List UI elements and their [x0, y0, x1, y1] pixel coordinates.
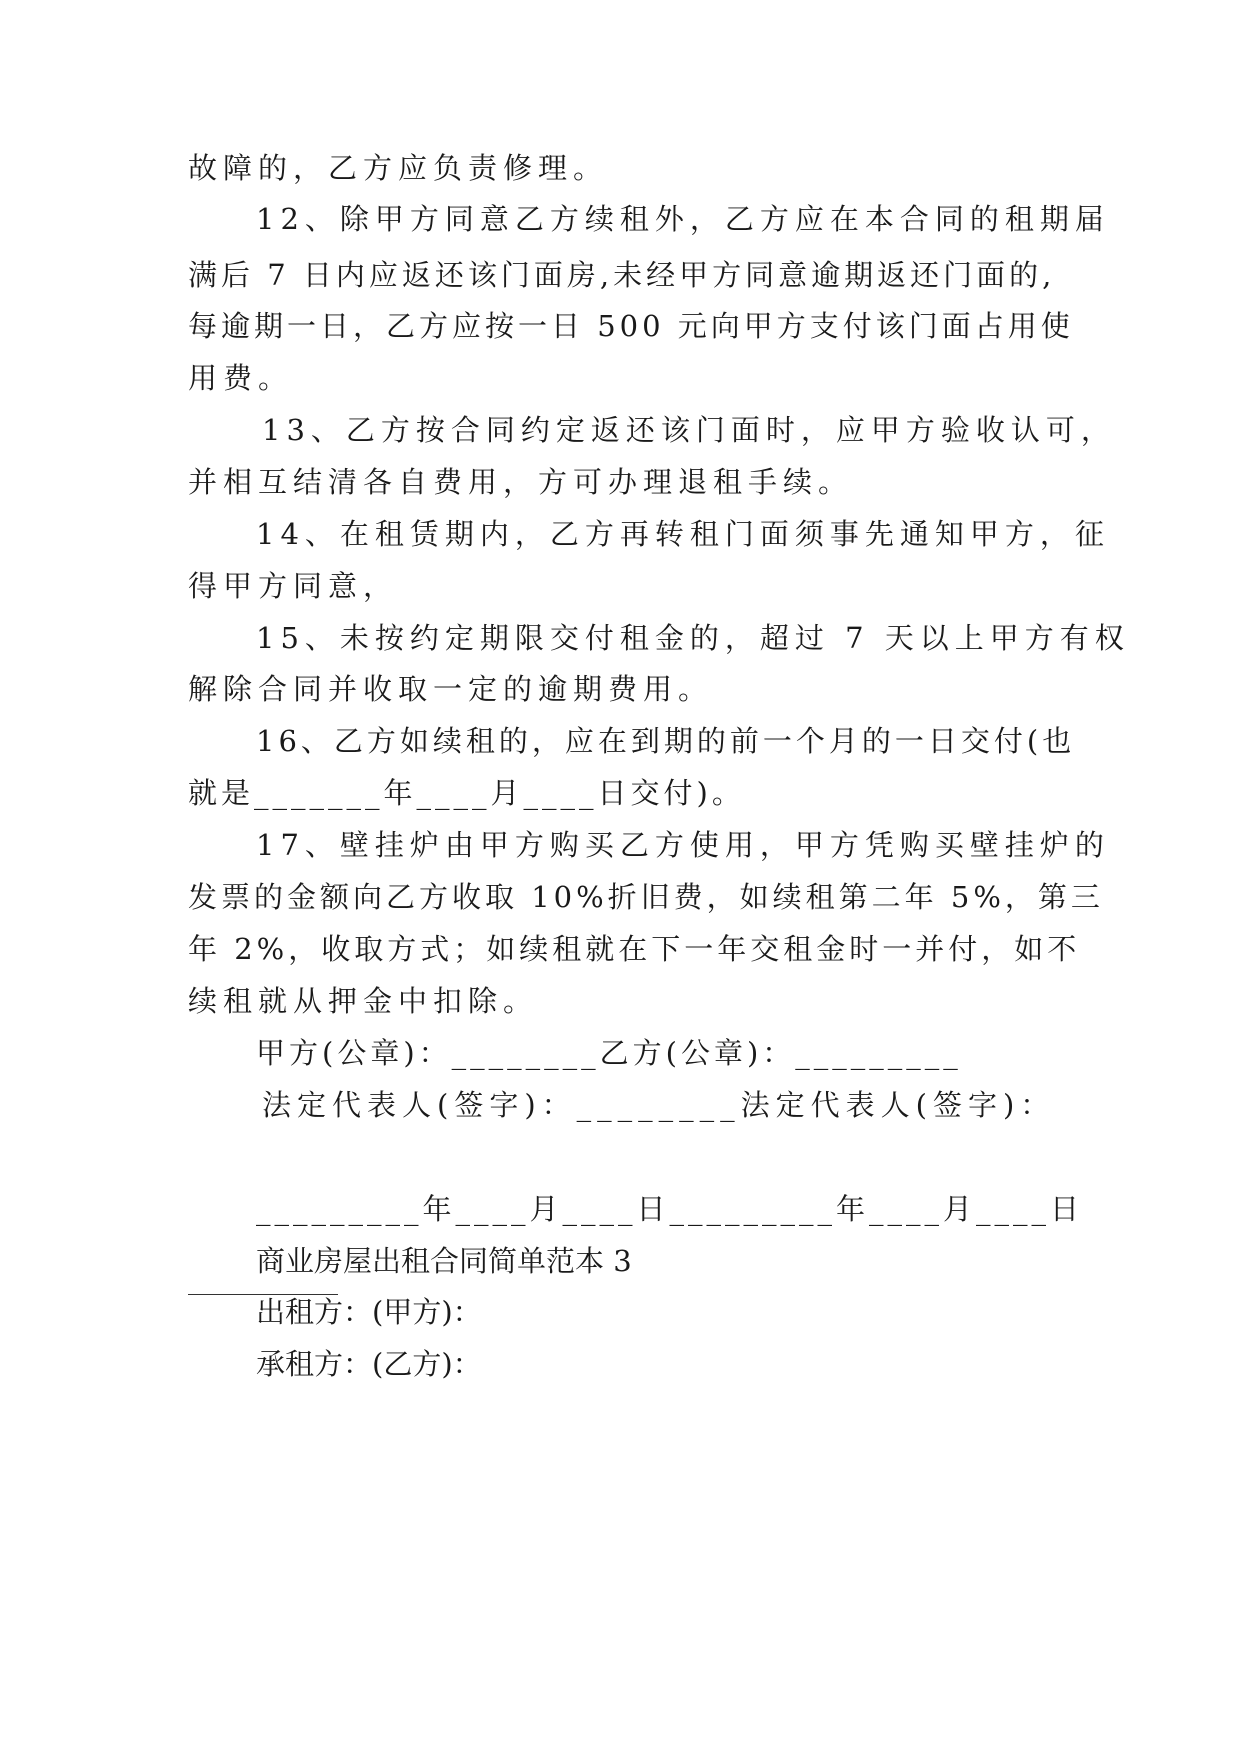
- signature-line: 法定代表人(签字)：________法定代表人(签字)：: [262, 1088, 1056, 1122]
- lessee-line: 承租方：(乙方)：: [256, 1347, 482, 1381]
- clause-13: 13、乙方按合同约定返还该门面时，应甲方验收认可，: [262, 413, 1116, 447]
- clause-17: 17、壁挂炉由甲方购买乙方使用，甲方凭购买壁挂炉的: [256, 828, 1110, 862]
- text-line: 得甲方同意，: [188, 569, 399, 603]
- text-line: 发票的金额向乙方收取 10%折旧费，如续租第二年 5%，第三: [188, 880, 1104, 914]
- lessor-line: 出租方：(甲方)：: [256, 1295, 482, 1329]
- text-line: 满后 7 日内应返还该门面房,未经甲方同意逾期返还门面的,: [188, 258, 1056, 292]
- text-line: 解除合同并收取一定的逾期费用。: [188, 672, 714, 706]
- clause-14: 14、在租赁期内，乙方再转租门面须事先通知甲方，征: [256, 517, 1110, 551]
- clause-15: 15、未按约定期限交付租金的，超过 7 天以上甲方有权: [256, 621, 1130, 655]
- seal-line: 甲方(公章)：________乙方(公章)：_________: [256, 1036, 962, 1070]
- text-line: 年 2%，收取方式；如续租就在下一年交租金时一并付，如不: [188, 932, 1081, 966]
- section-heading: 商业房屋出租合同简单范本 3: [256, 1244, 632, 1278]
- text-line: 就是_______年____月____日交付)。: [188, 776, 745, 810]
- text-line: 并相互结清各自费用，方可办理退租手续。: [188, 465, 854, 499]
- clause-12: 12、除甲方同意乙方续租外，乙方应在本合同的租期届: [256, 202, 1110, 236]
- text-line: 故障的，乙方应负责修理。: [188, 151, 609, 185]
- text-line: 续租就从押金中扣除。: [188, 984, 539, 1018]
- date-line: _________年____月____日_________年____月____日: [256, 1192, 1084, 1226]
- clause-16: 16、乙方如续租的，应在到期的前一个月的一日交付(也: [256, 724, 1076, 758]
- text-line: 用费。: [188, 361, 294, 395]
- text-line: 每逾期一日，乙方应按一日 500 元向甲方支付该门面占用使: [188, 309, 1074, 343]
